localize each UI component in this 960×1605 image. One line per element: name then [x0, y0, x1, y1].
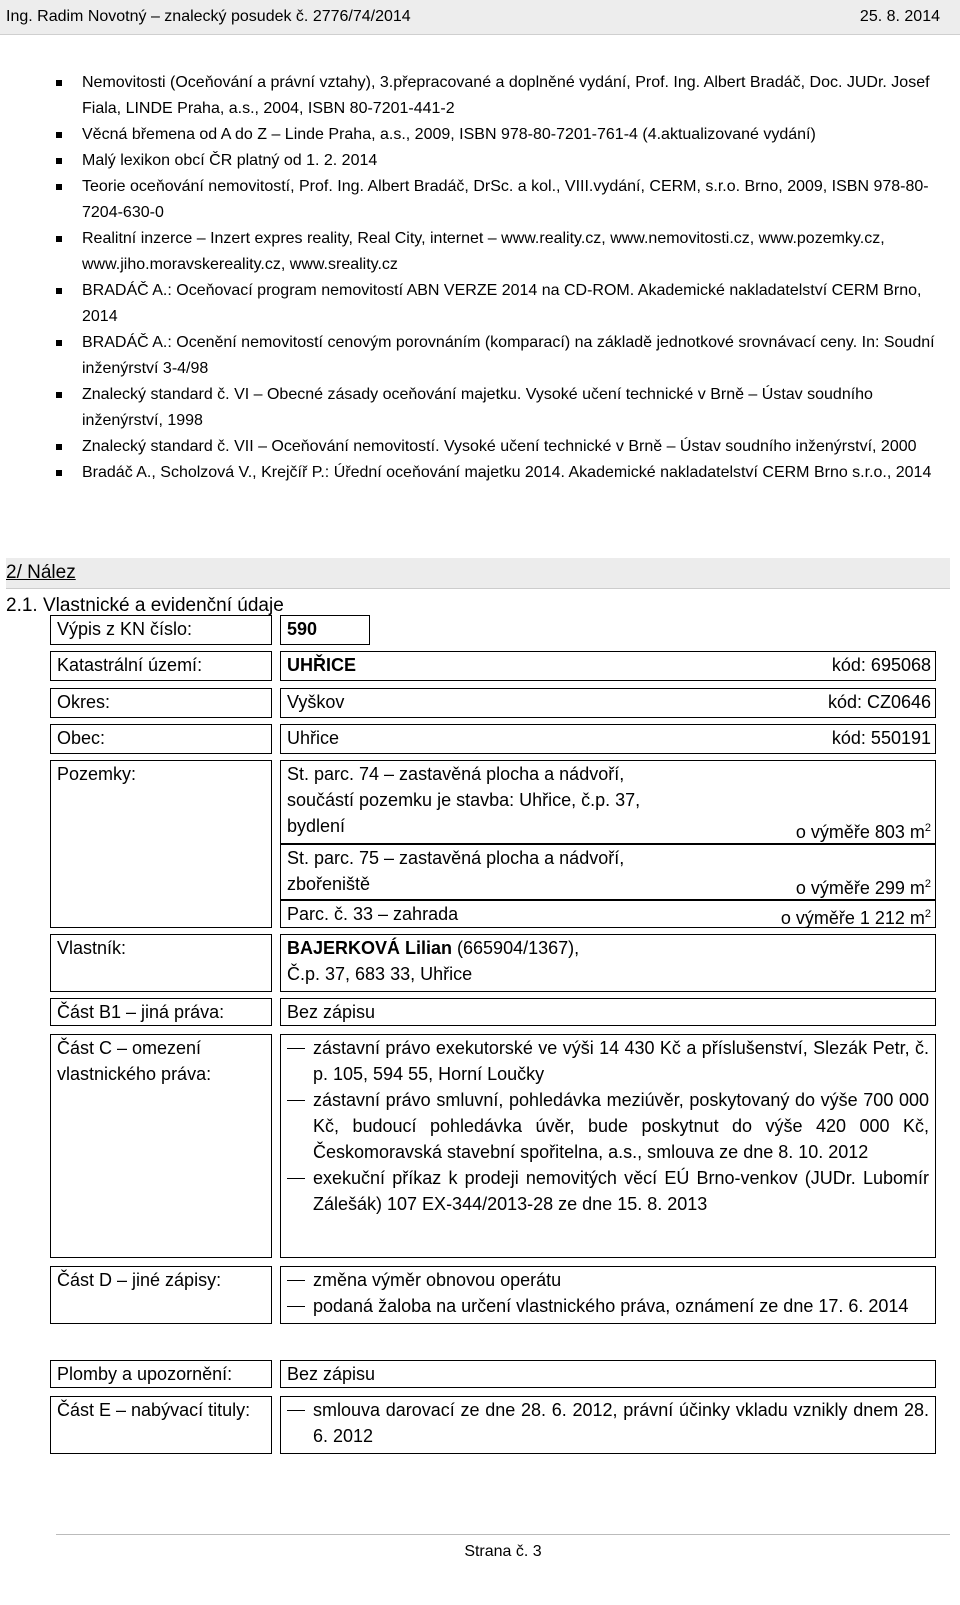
list-item: exekuční příkaz k prodeji nemovitých věcí EÚ Brno-venkov (JUDr. Lubomír Zálešák) 107 EX-344/2013-28 ze dne 15. 8. 2013 [287, 1165, 929, 1217]
list-item: podaná žaloba na určení vlastnického práva, oznámení ze dne 17. 6. 2014 [287, 1293, 929, 1319]
ku-row [280, 651, 936, 681]
list-item: Bradáč A., Scholzová V., Krejčíř P.: Úřední oceňování majetku 2014. Akademické nakladatelství CERM Brno s.r.o., 2014 [56, 460, 950, 486]
page-header [0, 0, 960, 35]
d-value [280, 1266, 936, 1324]
list-item: Malý lexikon obcí ČR platný od 1. 2. 2014 [56, 148, 950, 174]
list-item: zástavní právo exekutorské ve výši 14 430 Kč a příslušenství, Slezák Petr, č. p. 105, 594 55, Horní Loučky [287, 1035, 929, 1087]
okres-row [280, 688, 936, 718]
list-item: BRADÁČ A.: Ocenění nemovitostí cenovým porovnáním (komparací) na základě jednotkové srovnávací ceny. In: Soudní inženýrství 3-4/98 [56, 330, 950, 382]
section-heading-nalez: 2/ Nález [6, 558, 950, 589]
okres-label: Okres: [50, 688, 272, 718]
list-item: Věcná břemena od A do Z – Linde Praha, a.s., 2009, ISBN 978-80-7201-761-4 (4.aktualizované vydání) [56, 122, 950, 148]
pozemek-1-line1: St. parc. 74 – zastavěná plocha a nádvoří, [287, 764, 625, 784]
ku-code: kód: 695068 [831, 655, 931, 675]
list-item: Realitní inzerce – Inzert expres reality, Real City, internet – www.reality.cz, www.nemovitosti.cz, www.pozemky.cz, www.jiho.moravskereality.cz, www.sreality.cz [56, 226, 950, 278]
vlastnik-value [280, 934, 936, 992]
vlastnik-id: (665904/1367), [452, 938, 580, 958]
ku-label: Katastrální území: [50, 651, 272, 681]
list-item: Teorie oceňování nemovitostí, Prof. Ing. Albert Bradáč, DrSc. a kol., VIII.vydání, CERM, s.r.o. Brno, 2009, ISBN 978-80-7204-630-0 [56, 174, 950, 226]
ku-value: UHŘICE [287, 655, 357, 675]
c-value [280, 1034, 936, 1258]
list-item: zástavní právo smluvní, pohledávka meziúvěr, poskytovaný do výše 700 000 Kč, budoucí pohledávka úvěr, bude poskytnut do výše 420 000 Kč, Českomoravská stavební spořitelna, a.s., smlouva ze dne 8. 10. 2012 [287, 1087, 929, 1165]
pozemek-3-area: o výměře 1 212 $m^2$ [780, 908, 931, 928]
kn-label: Výpis z KN číslo: [50, 615, 272, 645]
section-heading-vlastnicke-udaje: 2.1. Vlastnické a evidenční údaje [6, 595, 284, 616]
kn-value: 590 [280, 615, 370, 645]
d-label: Část D – jiné zápisy: [50, 1266, 272, 1324]
pozemek-1-line2: součástí pozemku je stavba: Uhřice, č.p. 37, [287, 790, 641, 810]
okres-value: Vyškov [287, 692, 345, 712]
pozemek-3 [280, 900, 936, 928]
vlastnik-label: Vlastník: [50, 934, 272, 992]
pozemek-2-line1: St. parc. 75 – zastavěná plocha a nádvoří, [287, 848, 625, 868]
list-item: Nemovitosti (Oceňování a právní vztahy), 3.přepracované a doplněné vydání, Prof. Ing. Albert Bradáč, Doc. JUDr. Josef Fiala, LINDE Praha, a.s., 2004, ISBN 80-7201-441-2 [56, 70, 950, 122]
obec-row [280, 724, 936, 754]
list-item: změna výměr obnovou operátu [287, 1267, 929, 1293]
vlastnik-name: BAJERKOVÁ Lilian [287, 938, 453, 958]
b1-value: Bez zápisu [280, 998, 936, 1026]
obec-label: Obec: [50, 724, 272, 754]
pozemek-2 [280, 844, 936, 900]
list-item: smlouva darovací ze dne 28. 6. 2012, právní účinky vkladu vznikly dnem 28. 6. 2012 [287, 1397, 929, 1449]
e-label: Část E – nabývací tituly: [50, 1396, 272, 1454]
vlastnik-address: Č.p. 37, 683 33, Uhřice [287, 964, 473, 984]
plomby-label: Plomby a upozornění: [50, 1360, 272, 1388]
obec-code: kód: 550191 [831, 728, 931, 748]
list-item: BRADÁČ A.: Oceňovací program nemovitostí ABN VERZE 2014 na CD-ROM. Akademické nakladatelství CERM Brno, 2014 [56, 278, 950, 330]
plomby-value: Bez zápisu [280, 1360, 936, 1388]
pozemek-1-area: o výměře 803 $m^2$ [795, 822, 931, 842]
pozemky-label: Pozemky: [50, 760, 272, 928]
header-date: 25. 8. 2014 [859, 8, 940, 25]
page-footer: Strana č. 3 [56, 1534, 950, 1567]
c-label: Část C – omezení vlastnického práva: [50, 1034, 272, 1258]
pozemek-2-line2: zbořeniště [287, 874, 371, 894]
okres-code: kód: CZ0646 [827, 692, 931, 712]
pozemek-3-line1: Parc. č. 33 – zahrada [287, 904, 459, 924]
list-item: Znalecký standard č. VI – Obecné zásady oceňování majetku. Vysoké učení technické v Brně – Ústav soudního inženýrství, 1998 [56, 382, 950, 434]
pozemek-1 [280, 760, 936, 844]
obec-value: Uhřice [287, 728, 340, 748]
header-document-title: Ing. Radim Novotný – znalecký posudek č. 2776/74/2014 [6, 8, 411, 25]
b1-label: Část B1 – jiná práva: [50, 998, 272, 1026]
pozemek-2-area: o výměře 299 $m^2$ [795, 878, 931, 898]
e-value [280, 1396, 936, 1454]
list-item: Znalecký standard č. VII – Oceňování nemovitostí. Vysoké učení technické v Brně – Ústav soudního inženýrství, 2000 [56, 434, 950, 460]
pozemek-1-line3: bydlení [287, 816, 346, 836]
reference-list [56, 70, 950, 486]
